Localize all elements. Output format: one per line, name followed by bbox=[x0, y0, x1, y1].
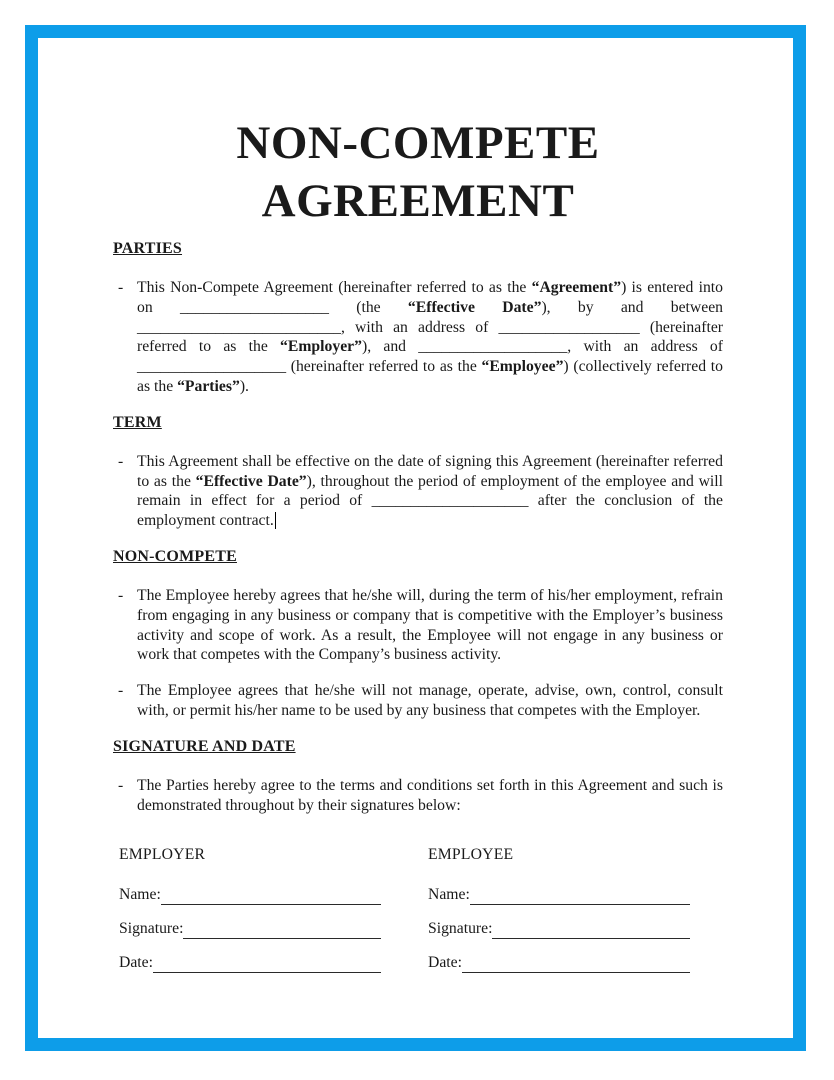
signature-field-row bbox=[428, 953, 690, 973]
text-segment: (hereinafter referred to as the bbox=[286, 358, 482, 376]
list-dash-marker: - bbox=[118, 452, 124, 470]
list-dash-marker: - bbox=[118, 279, 124, 296]
document-title-line2: AGREEMENT bbox=[261, 175, 575, 227]
fill-in-blank[interactable]: ___________________ bbox=[137, 358, 287, 376]
text-segment: ) (collectively referred to as the bbox=[137, 358, 723, 395]
bullet-item bbox=[113, 452, 723, 531]
signature-line[interactable] bbox=[470, 884, 690, 905]
text-segment: “Employee” bbox=[481, 358, 564, 376]
fill-in-blank[interactable]: ___________________ bbox=[418, 338, 568, 356]
text-segment: The Employee agrees that he/she will not manage, operate, advise, own, control, consult with, or permit his/her name to be used by any business that competes with the Employer. bbox=[137, 682, 723, 719]
bullet-item bbox=[113, 586, 723, 665]
text-segment: ), throughout the period of employment of the employee and will remain in effect for a period of bbox=[137, 472, 723, 510]
signature-column-employee bbox=[428, 845, 690, 987]
fill-in-blank[interactable]: __________________________ bbox=[137, 318, 341, 336]
fill-in-blank[interactable]: ____________________ bbox=[371, 492, 529, 510]
signature-field-label: Date: bbox=[428, 954, 462, 972]
bullet-text bbox=[137, 586, 723, 665]
text-segment: , with an address of bbox=[567, 338, 724, 356]
section-heading-signature-and-date: SIGNATURE AND DATE bbox=[113, 737, 296, 755]
signature-party-title: EMPLOYER bbox=[119, 846, 206, 864]
signature-field-row bbox=[119, 953, 381, 973]
text-segment: ). bbox=[239, 377, 249, 395]
signature-field-label: Signature: bbox=[119, 920, 184, 938]
text-segment: “Employer” bbox=[280, 338, 362, 356]
signature-field-label: Signature: bbox=[428, 920, 493, 938]
text-segment: ) is entered into on bbox=[137, 279, 723, 316]
text-segment: “Effective Date” bbox=[407, 298, 542, 316]
fill-in-blank[interactable]: __________________ bbox=[498, 318, 640, 336]
text-segment: “Parties” bbox=[177, 377, 240, 395]
bullet-item bbox=[113, 681, 723, 721]
signature-field-row bbox=[428, 919, 690, 939]
text-segment: (the bbox=[328, 298, 408, 316]
text-segment: (hereinafter referred to as the bbox=[137, 318, 724, 356]
text-segment: after the conclusion of the employment contract. bbox=[137, 492, 723, 530]
list-dash-marker: - bbox=[118, 586, 124, 604]
signature-line[interactable] bbox=[492, 918, 690, 939]
signature-field-row bbox=[428, 885, 690, 905]
section-heading-term: TERM bbox=[113, 413, 162, 431]
bullet-text bbox=[137, 681, 723, 721]
text-segment: , with an address of bbox=[340, 318, 499, 336]
signature-line[interactable] bbox=[161, 884, 381, 905]
signature-line[interactable] bbox=[183, 918, 381, 939]
document-title bbox=[113, 114, 723, 230]
bullet-text bbox=[137, 776, 723, 816]
text-segment: ), by and between bbox=[541, 298, 723, 316]
signature-field-label: Date: bbox=[119, 954, 153, 972]
text-segment: “Agreement” bbox=[531, 279, 622, 296]
signature-field-row bbox=[119, 885, 381, 905]
text-segment: ), and bbox=[361, 338, 419, 356]
fill-in-blank[interactable]: ___________________ bbox=[179, 298, 329, 316]
document-content bbox=[113, 38, 723, 987]
text-cursor-caret bbox=[275, 512, 277, 529]
bullet-text bbox=[137, 452, 723, 531]
bullet-item bbox=[113, 278, 723, 397]
text-segment: The Employee hereby agrees that he/she will, during the term of his/her employment, refrain from engaging in any business or company that is competitive with the Employer’s business activity and scope of work. As a result, the Employee will not engage in any business or work that competes with the Company’s business activity. bbox=[137, 586, 723, 664]
bullet-item bbox=[113, 776, 723, 816]
signature-field-label: Name: bbox=[119, 886, 161, 904]
text-segment: This Agreement shall be effective on the date of signing this Agreement (hereinafter referred to as the bbox=[137, 452, 723, 490]
list-dash-marker: - bbox=[118, 776, 124, 794]
section-heading-non-compete: NON-COMPETE bbox=[113, 547, 237, 565]
signature-field-label: Name: bbox=[428, 886, 470, 904]
section-heading-parties: PARTIES bbox=[113, 240, 183, 257]
signature-party-title: EMPLOYEE bbox=[428, 846, 514, 864]
document-title-line1: NON-COMPETE bbox=[236, 117, 600, 169]
signature-field-row bbox=[119, 919, 381, 939]
signature-column-employer bbox=[119, 845, 381, 987]
bullet-text bbox=[137, 278, 723, 397]
list-dash-marker: - bbox=[118, 682, 124, 700]
signature-block bbox=[113, 845, 723, 987]
text-segment: The Parties hereby agree to the terms and conditions set forth in this Agreement and such is demonstrated throughout by their signatures below: bbox=[137, 776, 723, 814]
signature-line[interactable] bbox=[153, 952, 381, 973]
signature-line[interactable] bbox=[462, 952, 690, 973]
text-segment: This Non-Compete Agreement (hereinafter referred to as the bbox=[137, 279, 532, 296]
text-segment: “Effective Date” bbox=[195, 472, 307, 490]
